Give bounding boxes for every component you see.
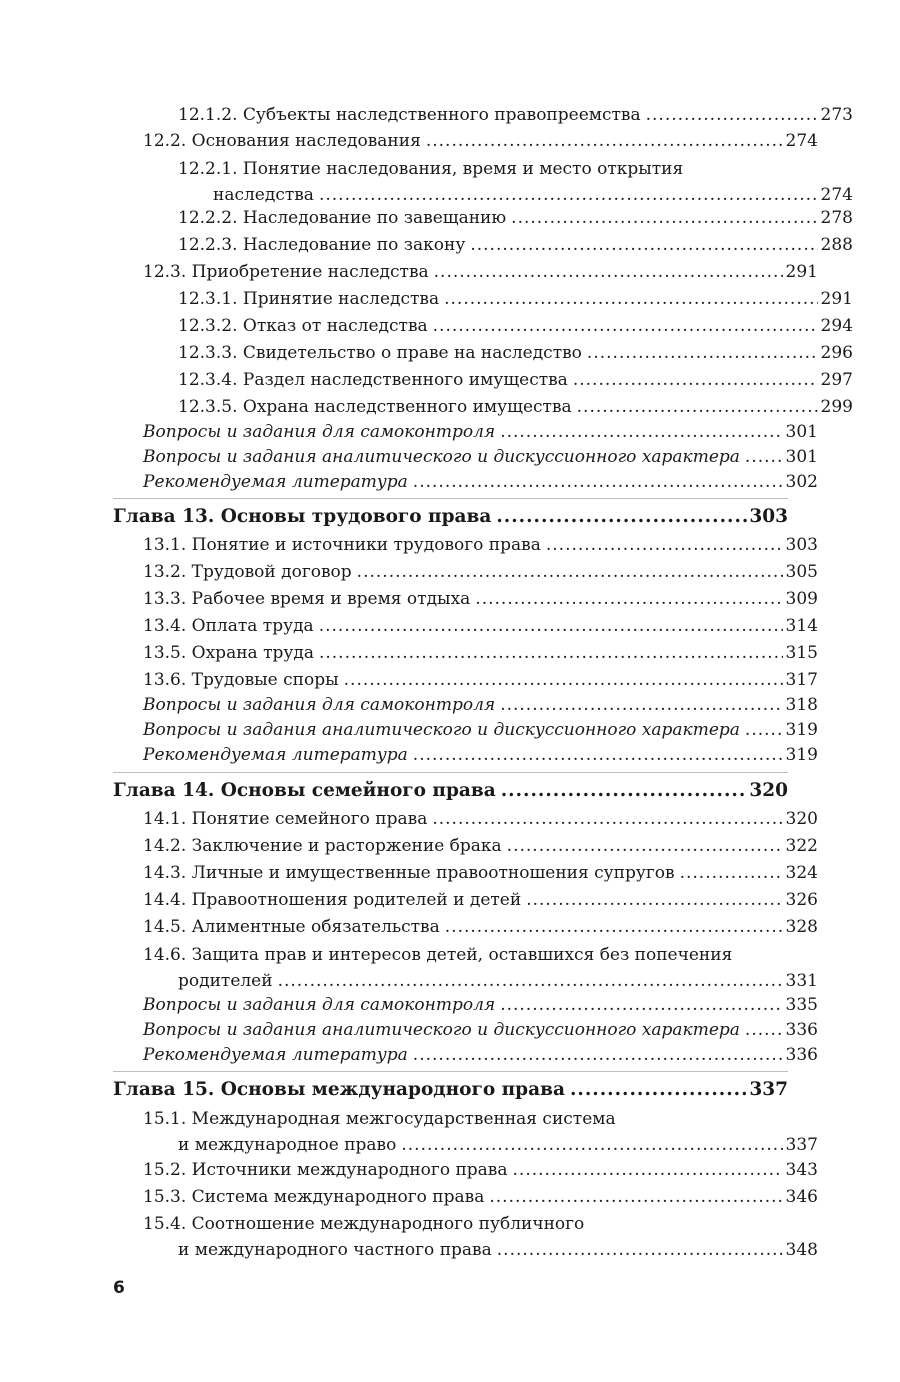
dot-leader <box>413 1042 783 1068</box>
toc-entry-page: 305 <box>785 562 818 582</box>
dot-leader <box>496 504 747 530</box>
toc-entry-page: 326 <box>785 890 818 910</box>
toc-entry-title: 12.3. Приобретение наследства <box>143 262 429 282</box>
toc-entry-page: 328 <box>785 917 818 937</box>
dot-leader <box>573 367 818 393</box>
dot-leader <box>344 667 783 693</box>
toc-entry-page: 303 <box>749 506 788 527</box>
toc-entry[interactable] <box>113 833 818 859</box>
dot-leader <box>434 259 783 285</box>
toc-entry-title: 12.3.4. Раздел наследственного имущества <box>178 370 568 390</box>
toc-entry[interactable] <box>113 1184 818 1210</box>
toc-entry[interactable] <box>113 914 818 940</box>
toc-entry-page: 274 <box>820 185 853 205</box>
toc-entry-title: 12.3.3. Свидетельство о праве на наследство <box>178 343 582 363</box>
toc-entry-title: Вопросы и задания для самоконтроля <box>143 422 496 442</box>
dot-leader <box>445 914 783 940</box>
dot-leader <box>507 833 783 859</box>
toc-entry[interactable] <box>113 992 818 1018</box>
dot-leader <box>526 887 782 913</box>
toc-entry-page: 291 <box>785 262 818 282</box>
toc-entry-title: 13.3. Рабочее время и время отдыха <box>143 589 471 609</box>
dot-leader <box>470 232 817 258</box>
toc-entry-title: 14.3. Личные и имущественные правоотношения супругов <box>143 863 675 883</box>
toc-entry-page: 315 <box>785 643 818 663</box>
toc-entry-title-line1: 15.1. Международная межгосударственная система <box>143 1109 616 1129</box>
toc-entry-title: Рекомендуемая литература <box>143 745 408 765</box>
toc-entry-title: 15.2. Источники международного права <box>143 1160 508 1180</box>
toc-entry[interactable] <box>113 286 853 312</box>
toc-entry[interactable] <box>113 613 818 639</box>
toc-entry[interactable] <box>113 259 818 285</box>
toc-entry-page: 302 <box>785 472 818 492</box>
toc-entry-title: 14.4. Правоотношения родителей и детей <box>143 890 522 910</box>
chapter-entry[interactable] <box>113 778 788 804</box>
dot-leader <box>432 806 782 832</box>
toc-entry[interactable] <box>113 640 818 666</box>
dot-leader <box>577 394 818 420</box>
toc-entry-page: 319 <box>785 720 818 740</box>
dot-leader <box>500 992 782 1018</box>
toc-entry-page: 278 <box>820 208 853 228</box>
toc-entry-page: 318 <box>785 695 818 715</box>
toc-entry-page: 348 <box>785 1240 818 1260</box>
toc-entry-title: Рекомендуемая литература <box>143 472 408 492</box>
toc-entry[interactable] <box>113 559 818 585</box>
toc-entry[interactable] <box>113 717 818 743</box>
dot-leader <box>511 205 817 231</box>
toc-entry-page: 337 <box>785 1135 818 1155</box>
toc-entry-title: 12.1.2. Субъекты наследственного правопреемства <box>178 105 641 125</box>
toc-entry[interactable] <box>113 860 818 886</box>
toc-entry-title: 14.2. Заключение и расторжение брака <box>143 836 502 856</box>
page-number: 6 <box>113 1278 125 1298</box>
toc-entry-page: 335 <box>785 995 818 1015</box>
toc-entry[interactable] <box>113 128 818 154</box>
toc-entry-page: 331 <box>785 971 818 991</box>
dot-leader <box>570 1077 747 1103</box>
toc-entry-page: 324 <box>785 863 818 883</box>
toc-entry-page: 294 <box>820 316 853 336</box>
toc-entry[interactable] <box>113 1157 818 1183</box>
toc-entry[interactable] <box>113 469 818 495</box>
dot-leader <box>426 128 783 154</box>
chapter-divider <box>113 1071 788 1072</box>
dot-leader <box>433 313 818 339</box>
toc-entry-title: Глава 15. Основы международного права <box>113 1079 565 1100</box>
toc-entry-page: 301 <box>785 447 818 467</box>
toc-entry[interactable] <box>113 367 853 393</box>
dot-leader <box>680 860 783 886</box>
toc-entry-title: Вопросы и задания для самоконтроля <box>143 695 496 715</box>
toc-entry-title: 13.5. Охрана труда <box>143 643 314 663</box>
toc-entry-page: 296 <box>820 343 853 363</box>
dot-leader <box>475 586 782 612</box>
dot-leader <box>319 640 783 666</box>
toc-entry-title: Глава 14. Основы семейного права <box>113 780 496 801</box>
toc-entry-page: 273 <box>820 105 853 125</box>
toc-entry-page: 319 <box>785 745 818 765</box>
toc-entry-title: 14.5. Алиментные обязательства <box>143 917 440 937</box>
dot-leader <box>587 340 818 366</box>
toc-entry-page: 303 <box>785 535 818 555</box>
toc-entry[interactable] <box>113 102 853 128</box>
toc-entry-page: 336 <box>785 1045 818 1065</box>
dot-leader <box>500 419 782 445</box>
toc-entry-title: 13.1. Понятие и источники трудового права <box>143 535 541 555</box>
toc-entry[interactable] <box>113 1017 818 1043</box>
toc-entry-title: 13.4. Оплата труда <box>143 616 314 636</box>
toc-entry[interactable] <box>113 444 818 470</box>
toc-entry-page: 336 <box>785 1020 818 1040</box>
toc-entry-page: 291 <box>820 289 853 309</box>
dot-leader <box>278 968 783 994</box>
toc-entry-page: 274 <box>785 131 818 151</box>
toc-entry-title-line1: 15.4. Соотношение международного публичного <box>143 1214 585 1234</box>
toc-entry-title-line1: 12.2.1. Понятие наследования, время и место открытия <box>178 159 684 179</box>
dot-leader <box>401 1132 782 1158</box>
toc-entry[interactable] <box>113 156 853 208</box>
toc-entry-title: родителей <box>178 971 273 991</box>
dot-leader <box>745 717 783 743</box>
toc-entry-title: Вопросы и задания аналитического и дискуссионного характера <box>143 720 740 740</box>
toc-entry-title: Вопросы и задания аналитического и дискуссионного характера <box>143 1020 740 1040</box>
toc-entry-page: 337 <box>749 1079 788 1100</box>
toc-entry-title: 13.2. Трудовой договор <box>143 562 352 582</box>
dot-leader <box>497 1237 783 1263</box>
chapter-entry[interactable] <box>113 504 788 530</box>
toc-entry-title: 12.3.2. Отказ от наследства <box>178 316 428 336</box>
toc-entry[interactable] <box>113 692 818 718</box>
toc-entry[interactable] <box>113 232 853 258</box>
toc-entry-page: 317 <box>785 670 818 690</box>
toc-entry[interactable] <box>113 1042 818 1068</box>
toc-entry-title-line1: 14.6. Защита прав и интересов детей, оставшихся без попечения <box>143 945 733 965</box>
chapter-divider <box>113 772 788 773</box>
toc-entry-page: 346 <box>785 1187 818 1207</box>
toc-entry[interactable] <box>113 742 818 768</box>
dot-leader <box>745 1017 783 1043</box>
toc-entry-page: 297 <box>820 370 853 390</box>
toc-entry-page: 314 <box>785 616 818 636</box>
toc-entry-page: 343 <box>785 1160 818 1180</box>
toc-entry[interactable] <box>113 394 853 420</box>
dot-leader <box>444 286 817 312</box>
chapter-entry[interactable] <box>113 1077 788 1103</box>
toc-entry-title: Рекомендуемая литература <box>143 1045 408 1065</box>
dot-leader <box>357 559 783 585</box>
dot-leader <box>489 1184 782 1210</box>
toc-entry[interactable] <box>113 532 818 558</box>
toc-entry[interactable] <box>113 1211 818 1263</box>
dot-leader <box>413 742 783 768</box>
toc-entry[interactable] <box>113 806 818 832</box>
toc-entry[interactable] <box>113 340 853 366</box>
toc-entry-title: Вопросы и задания для самоконтроля <box>143 995 496 1015</box>
dot-leader <box>745 444 783 470</box>
toc-entry-title: 14.1. Понятие семейного права <box>143 809 428 829</box>
toc-entry-title: наследства <box>213 185 314 205</box>
toc-entry-title: Глава 13. Основы трудового права <box>113 506 492 527</box>
toc-entry-page: 299 <box>820 397 853 417</box>
chapter-divider <box>113 498 788 499</box>
toc-entry-title: 13.6. Трудовые споры <box>143 670 339 690</box>
toc-entry-page: 322 <box>785 836 818 856</box>
toc-entry-title: и международного частного права <box>178 1240 492 1260</box>
toc-entry-title: и международное право <box>178 1135 397 1155</box>
toc-entry[interactable] <box>113 667 818 693</box>
dot-leader <box>500 692 782 718</box>
toc-entry[interactable] <box>113 419 818 445</box>
toc-entry[interactable] <box>113 887 818 913</box>
toc-entry[interactable] <box>113 586 818 612</box>
dot-leader <box>413 469 783 495</box>
toc-entry-page: 309 <box>785 589 818 609</box>
dot-leader <box>513 1157 783 1183</box>
toc-entry[interactable] <box>113 313 853 339</box>
toc-entry-page: 301 <box>785 422 818 442</box>
toc-entry-page: 320 <box>749 780 788 801</box>
toc-entry-page: 288 <box>820 235 853 255</box>
dot-leader <box>501 778 748 804</box>
toc-entry-title: 12.3.1. Принятие наследства <box>178 289 440 309</box>
toc-entry-page: 320 <box>785 809 818 829</box>
toc-entry-title: 12.2.2. Наследование по завещанию <box>178 208 507 228</box>
toc-entry-title: 15.3. Система международного права <box>143 1187 485 1207</box>
dot-leader <box>319 613 783 639</box>
toc-entry-title: 12.2. Основания наследования <box>143 131 421 151</box>
toc-entry[interactable] <box>113 942 818 994</box>
dot-leader <box>546 532 783 558</box>
toc-entry[interactable] <box>113 1106 818 1158</box>
toc-entry[interactable] <box>113 205 853 231</box>
toc-entry-title: 12.2.3. Наследование по закону <box>178 235 466 255</box>
toc-entry-title: Вопросы и задания аналитического и дискуссионного характера <box>143 447 740 467</box>
dot-leader <box>646 102 818 128</box>
toc-entry-title: 12.3.5. Охрана наследственного имущества <box>178 397 572 417</box>
